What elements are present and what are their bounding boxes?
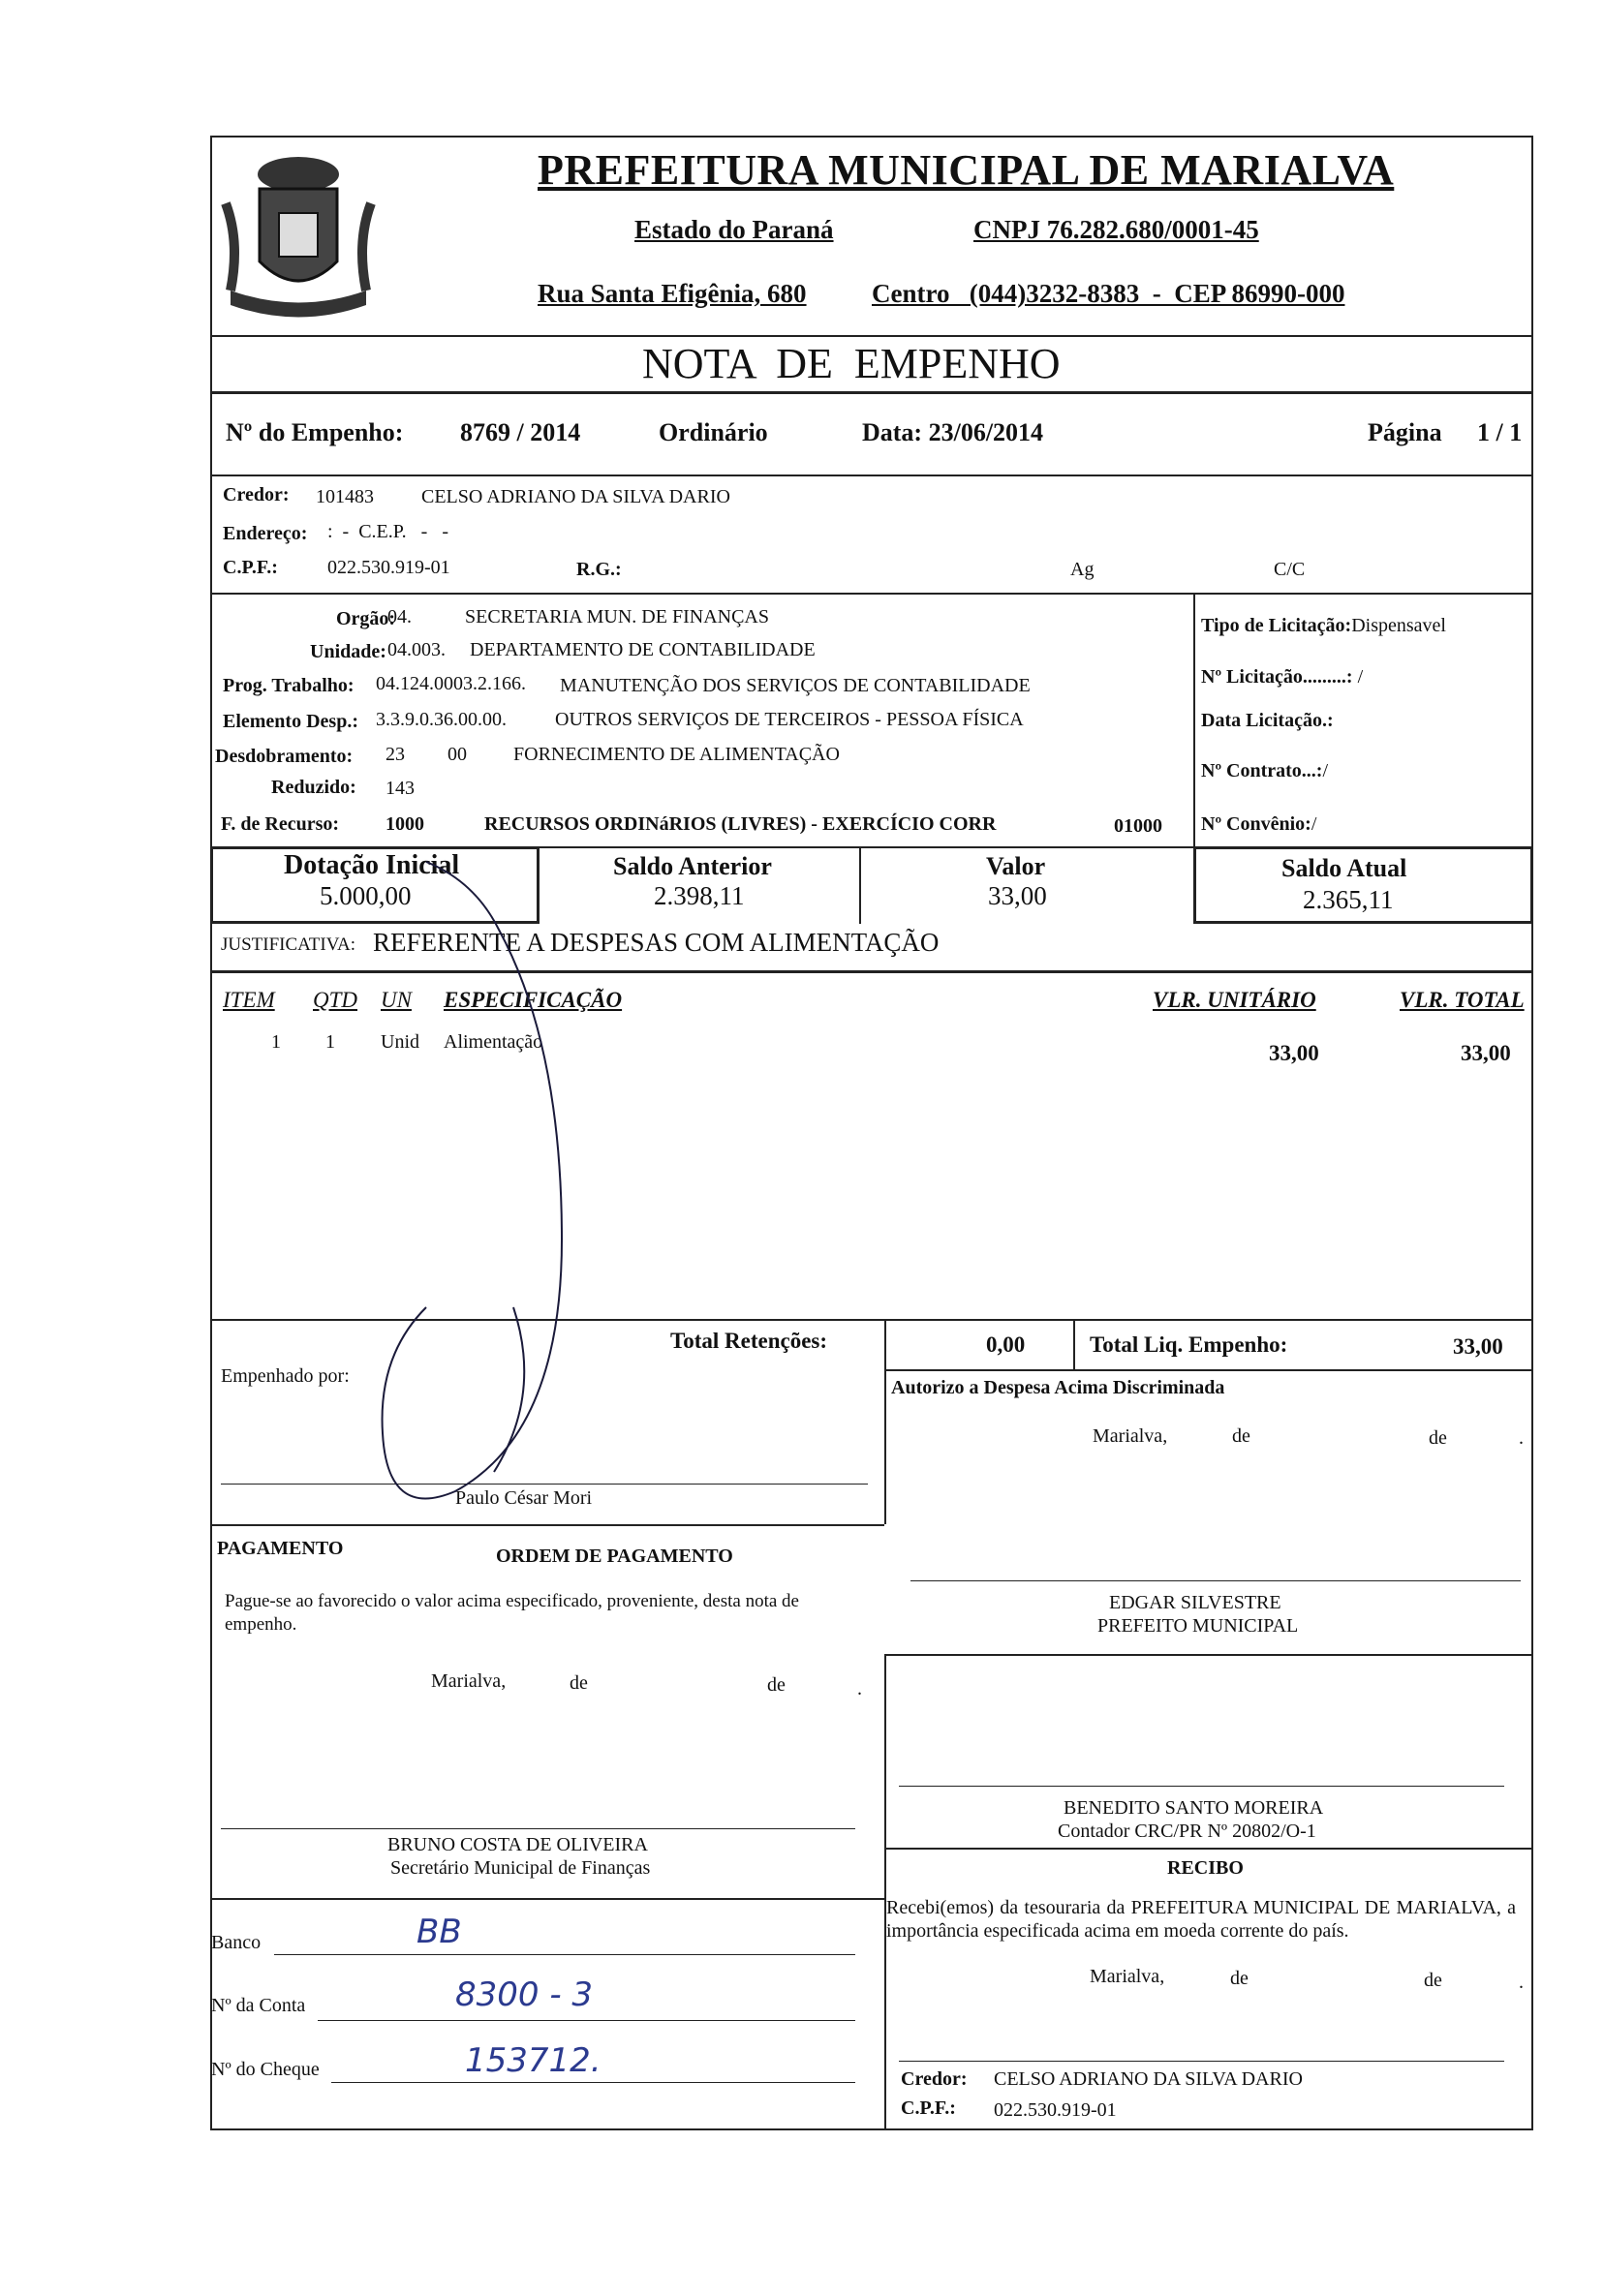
ag-label: Ag: [1070, 559, 1095, 580]
recibo-city: Marialva,: [1090, 1966, 1165, 1987]
header-title: PREFEITURA MUNICIPAL DE MARIALVA: [538, 146, 1395, 194]
rg-label: R.G.:: [576, 559, 622, 580]
desd-label: Desdobramento:: [215, 746, 354, 767]
prefeito-name: EDGAR SILVESTRE: [1109, 1592, 1281, 1613]
recibo-cpf-label: C.P.F.:: [901, 2097, 956, 2119]
credor-label: Credor:: [223, 484, 290, 505]
orgao-label: Orgão:: [336, 608, 396, 629]
liq-label: Total Liq. Empenho:: [1090, 1332, 1288, 1357]
page-value: 1 / 1: [1477, 418, 1523, 446]
unidade-name: DEPARTAMENTO DE CONTABILIDADE: [470, 639, 816, 660]
col-item: ITEM: [223, 988, 275, 1012]
tipo-licitacao-value: Dispensavel: [1351, 615, 1446, 636]
pagamento-dot: .: [857, 1678, 862, 1699]
signature-scribble: [291, 852, 678, 1530]
recibo-de1: de: [1230, 1968, 1249, 1989]
pagamento-text: Pague-se ao favorecido o valor acima especificado, proveniente, desta nota de empenho.: [225, 1591, 799, 1635]
page-label: Página: [1368, 418, 1442, 446]
cheque-label: Nº do Cheque: [211, 2059, 320, 2080]
prog-code: 04.124.0003.2.166.: [376, 673, 526, 694]
header-address: Rua Santa Efigênia, 680: [538, 279, 807, 308]
conta-handwritten: 8300 - 3: [455, 1975, 594, 2014]
pagamento-de1: de: [570, 1672, 588, 1694]
empenhado-label: Empenhado por:: [221, 1365, 350, 1387]
unidade-code: 04.003.: [387, 639, 446, 660]
contador-role: Contador CRC/PR Nº 20802/O-1: [1058, 1821, 1316, 1842]
cheque-handwritten: 153712.: [465, 2041, 602, 2080]
row-un: Unid: [381, 1031, 419, 1053]
tipo-licitacao-label: Tipo de Licitação:Dispensavel: [1201, 615, 1446, 636]
ordem-label: ORDEM DE PAGAMENTO: [496, 1546, 733, 1567]
dotacao-inicial-value: 5.000,00: [320, 881, 412, 910]
banco-label: Banco: [211, 1932, 262, 1953]
autorizo-text: Autorizo a Despesa Acima Discriminada: [891, 1377, 1225, 1398]
valor-label: Valor: [986, 852, 1046, 880]
cpf-label: C.P.F.:: [223, 557, 278, 578]
cc-label: C/C: [1274, 559, 1306, 580]
reduzido-label: Reduzido:: [271, 777, 356, 798]
credor-name: CELSO ADRIANO DA SILVA DARIO: [421, 486, 730, 507]
contador-name: BENEDITO SANTO MOREIRA: [1064, 1797, 1324, 1819]
num-licitacao: Nº Licitação.........: /: [1201, 666, 1364, 688]
empenho-date: Data: 23/06/2014: [862, 418, 1044, 446]
empenho-label: Nº do Empenho:: [226, 418, 404, 446]
recurso-num: 01000: [1114, 815, 1162, 837]
row-item: 1: [271, 1031, 281, 1053]
col-unit: VLR. UNITÁRIO: [1153, 988, 1316, 1012]
data-licitacao-label: Data Licitação.:: [1201, 710, 1334, 731]
endereco-label: Endereço:: [223, 523, 308, 544]
empenhado-signer: Paulo César Mori: [455, 1487, 593, 1509]
prog-label: Prog. Trabalho:: [223, 675, 355, 696]
dotacao-inicial-label: Dotação Inicial: [284, 850, 460, 880]
saldo-anterior-label: Saldo Anterior: [613, 852, 772, 880]
recurso-code: 1000: [386, 813, 424, 835]
header-state: Estado do Paraná: [634, 215, 834, 244]
elem-name: OUTROS SERVIÇOS DE TERCEIROS - PESSOA FÍSICA: [555, 709, 1024, 730]
empenho-number: 8769 / 2014: [460, 418, 581, 446]
prog-name: MANUTENÇÃO DOS SERVIÇOS DE CONTABILIDADE: [560, 675, 1031, 696]
autorizo-de1: de: [1232, 1425, 1250, 1447]
recibo-credor-label: Credor:: [901, 2068, 968, 2090]
saldo-anterior-value: 2.398,11: [654, 881, 745, 910]
cpf-value: 022.530.919-01: [327, 557, 450, 578]
retencoes-label: Total Retenções:: [670, 1329, 828, 1353]
pagamento-de2: de: [767, 1674, 786, 1696]
col-un: UN: [381, 988, 412, 1012]
header-cnpj: CNPJ 76.282.680/0001-45: [973, 215, 1259, 244]
saldo-atual-value: 2.365,11: [1303, 885, 1394, 914]
unidade-label: Unidade:: [310, 641, 386, 662]
prefeito-role: PREFEITO MUNICIPAL: [1097, 1615, 1299, 1637]
row-qtd: 1: [325, 1031, 335, 1053]
elem-code: 3.3.9.0.36.00.00.: [376, 709, 507, 730]
elem-label: Elemento Desp.:: [223, 711, 358, 732]
orgao-code: 04.: [387, 606, 412, 628]
recibo-credor-name: CELSO ADRIANO DA SILVA DARIO: [994, 2068, 1303, 2090]
justificativa-label: JUSTIFICATIVA:: [221, 934, 356, 955]
conta-label: Nº da Conta: [211, 1995, 306, 2016]
col-qtd: QTD: [313, 988, 358, 1012]
coat-of-arms-logo: [221, 145, 376, 324]
secretario-role: Secretário Municipal de Finanças: [390, 1857, 651, 1879]
pagamento-city: Marialva,: [431, 1670, 507, 1692]
autorizo-de2: de: [1429, 1427, 1447, 1449]
row-total: 33,00: [1461, 1041, 1511, 1065]
recibo-dot: .: [1519, 1972, 1524, 1993]
num-convenio: Nº Convênio:/: [1201, 813, 1317, 835]
valor-value: 33,00: [988, 881, 1047, 910]
col-espec: ESPECIFICAÇÃO: [444, 988, 623, 1012]
recibo-text: Recebi(emos) da tesouraria da PREFEITURA MUNICIPAL DE MARIALVA, a importância especificada acima em moeda corrente do país.: [886, 1897, 1516, 1942]
autorizo-city: Marialva,: [1093, 1425, 1168, 1447]
orgao-name: SECRETARIA MUN. DE FINANÇAS: [465, 606, 769, 628]
empenho-type: Ordinário: [659, 418, 768, 446]
autorizo-dot: .: [1519, 1427, 1524, 1449]
pagamento-label: PAGAMENTO: [217, 1538, 344, 1559]
secretario-name: BRUNO COSTA DE OLIVEIRA: [387, 1834, 648, 1855]
endereco-value: : - C.E.P. - -: [327, 521, 448, 542]
desd-b: 00: [447, 744, 467, 765]
col-total: VLR. TOTAL: [1400, 988, 1525, 1012]
credor-code: 101483: [316, 486, 374, 507]
retencoes-value: 0,00: [986, 1332, 1026, 1357]
recibo-title: RECIBO: [1167, 1857, 1244, 1879]
saldo-atual-label: Saldo Atual: [1281, 854, 1407, 882]
recurso-name: RECURSOS ORDINáRIOS (LIVRES) - EXERCÍCIO CORR: [484, 813, 997, 835]
recurso-label: F. de Recurso:: [221, 813, 340, 835]
banco-handwritten: BB: [416, 1913, 462, 1951]
num-contrato: Nº Contrato...:/: [1201, 760, 1329, 781]
doc-title: NOTA DE EMPENHO: [642, 340, 1061, 387]
header-address-rest: Centro (044)3232-8383 - CEP 86990-000: [872, 279, 1345, 308]
reduzido-value: 143: [386, 778, 415, 799]
row-unit: 33,00: [1269, 1041, 1319, 1065]
desd-a: 23: [386, 744, 405, 765]
liq-value: 33,00: [1453, 1334, 1503, 1359]
row-espec: Alimentação: [444, 1031, 543, 1053]
justificativa-text: REFERENTE A DESPESAS COM ALIMENTAÇÃO: [373, 928, 940, 957]
recibo-cpf-value: 022.530.919-01: [994, 2099, 1117, 2121]
desd-name: FORNECIMENTO DE ALIMENTAÇÃO: [513, 744, 840, 765]
recibo-de2: de: [1424, 1970, 1442, 1991]
